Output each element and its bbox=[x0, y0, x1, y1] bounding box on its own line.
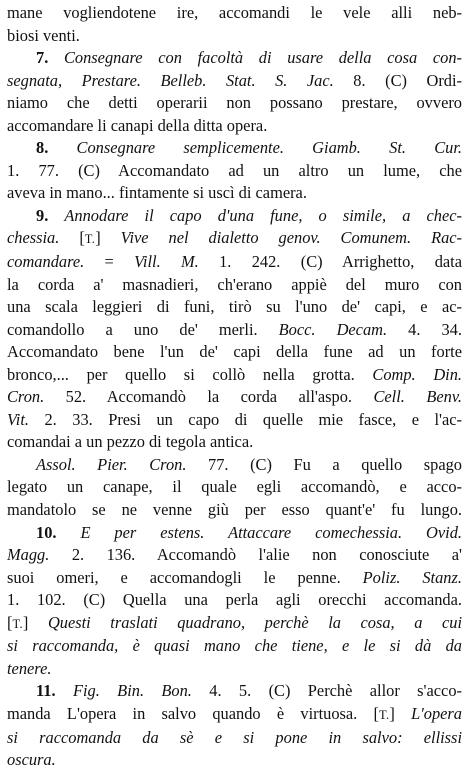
text-run: una scala leggieri di funi, tirò su l'uno de' capi, e ac- bbox=[7, 297, 462, 317]
text-run: si raccomanda da sè e si pone in salvo: ellissi bbox=[7, 727, 462, 747]
text-line bbox=[7, 296, 462, 319]
text-run: 4. 5. (C) Perchè allor s'acco- bbox=[191, 681, 462, 701]
text-run: T. bbox=[84, 232, 96, 247]
text-run: biosi venti. bbox=[7, 25, 80, 45]
text-line bbox=[7, 409, 462, 432]
text-run: Questi traslati quadrano, perchè la cosa, a cui bbox=[47, 612, 462, 632]
text-line bbox=[7, 251, 462, 274]
entry-heading-8 bbox=[7, 137, 462, 160]
text-run: 8. (C) Ordi- bbox=[333, 70, 462, 90]
text-run: [ bbox=[7, 612, 13, 632]
text-run: bronco,... per quello si collò nella grotta. bbox=[7, 364, 373, 384]
text-line bbox=[7, 115, 462, 138]
text-line bbox=[7, 612, 462, 636]
text-run: mane vogliendotene ire, accomandi le vele alli neb- bbox=[7, 3, 462, 22]
text-run: 77. (C) Fu a quello spago bbox=[186, 454, 462, 474]
text-run: Cron. bbox=[7, 387, 45, 407]
text-run: Magg. bbox=[7, 545, 50, 565]
text-line bbox=[7, 25, 462, 48]
text-run: 11. bbox=[36, 681, 73, 701]
text-run: ] bbox=[95, 228, 121, 248]
text-run: la corda a' masnadieri, ch'erano appiè del muro con bbox=[7, 274, 462, 294]
text-line bbox=[7, 227, 462, 251]
text-run: segnata, Prestare. Belleb. Stat. S. Jac. bbox=[7, 70, 334, 90]
text-run: 9. bbox=[36, 205, 65, 225]
text-run: legato un canape, il quale egli accomandò, e acco- bbox=[7, 477, 462, 497]
text-line bbox=[7, 2, 462, 25]
text-run: 4. 34. bbox=[387, 319, 462, 339]
entry-heading-7 bbox=[7, 47, 462, 70]
text-run: 1. 242. (C) Arrighetto, data bbox=[198, 252, 462, 272]
text-run: mandatolo se ne venne giù per esso quant'e' fu lungo. bbox=[7, 500, 462, 520]
text-run: ] bbox=[22, 612, 48, 632]
text-run: 10. bbox=[36, 522, 81, 542]
text-line bbox=[7, 274, 462, 297]
text-run: comandollo a uno de' merli. bbox=[7, 319, 279, 339]
text-run: 8. bbox=[36, 138, 77, 158]
text-line bbox=[7, 341, 462, 364]
entry-heading-9 bbox=[7, 205, 462, 228]
text-run: manda L'opera in salvo quando è virtuosa. [ bbox=[7, 703, 379, 723]
text-line bbox=[7, 567, 462, 590]
text-run: Assol. Pier. Cron. bbox=[36, 454, 187, 474]
text-run: chessia. bbox=[7, 228, 60, 248]
text-run: Annodare il capo d'una fune, o simile, a chec- bbox=[64, 205, 462, 225]
text-run: accomandare li canapi della ditta opera. bbox=[7, 115, 268, 135]
text-run: Poliz. Stanz. bbox=[362, 567, 462, 587]
text-line bbox=[7, 70, 462, 93]
text-line bbox=[7, 431, 462, 454]
text-run: [ bbox=[59, 228, 85, 248]
text-run: Accomandato bene l'un de' capi della fune ad un forte bbox=[7, 342, 462, 362]
text-run: 1. 77. (C) Accomandato ad un altro un lume, che bbox=[7, 160, 462, 180]
text-run: Vill. M. bbox=[134, 252, 199, 272]
text-run: oscura. bbox=[7, 750, 56, 770]
text-run: 1. 102. (C) Quella una perla agli orecchi accomanda. bbox=[7, 590, 462, 610]
text-run: Consegnare con facoltà di usare della cosa con- bbox=[63, 48, 462, 68]
text-line bbox=[7, 749, 462, 772]
text-run: si raccomanda, è quasi mano che tiene, e le si dà da bbox=[7, 636, 462, 656]
text-line bbox=[7, 589, 462, 612]
text-line bbox=[7, 160, 462, 183]
text-line bbox=[7, 727, 462, 750]
text-line bbox=[7, 499, 462, 522]
text-run: 2. 136. Accomandò l'alie non conosciute a' bbox=[49, 545, 462, 565]
text-run: aveva in mano... fintamente si uscì di camera. bbox=[7, 183, 307, 203]
text-line bbox=[7, 544, 462, 567]
text-run: comandare. bbox=[7, 252, 85, 272]
text-run: Comp. Din. bbox=[372, 364, 462, 384]
entry-heading-10 bbox=[7, 522, 462, 545]
text-run: Vit. bbox=[7, 409, 30, 429]
entry-heading-11 bbox=[7, 680, 462, 703]
text-line bbox=[7, 635, 462, 658]
text-run: 52. Accomandò la corda all'aspo. bbox=[44, 387, 374, 407]
text-run: Vive nel dialetto genov. Comunem. Rac- bbox=[120, 228, 462, 248]
text-run: Consegnare semplicemente. Giamb. St. Cur. bbox=[76, 138, 462, 158]
text-run: ] bbox=[389, 703, 412, 723]
text-run: niamo che detti operarii non possano prestare, ovvero bbox=[7, 93, 462, 113]
text-run: T. bbox=[378, 707, 390, 722]
text-line bbox=[7, 182, 462, 205]
text-run: comandai a un pezzo di tegola antica. bbox=[7, 432, 254, 452]
text-line bbox=[7, 476, 462, 499]
text-line bbox=[7, 658, 462, 681]
text-line bbox=[7, 92, 462, 115]
text-run: E per estens. Attaccare comechessia. Ovid. bbox=[80, 522, 462, 542]
text-run: Fig. Bin. Bon. bbox=[72, 681, 192, 701]
text-line bbox=[7, 386, 462, 409]
text-line bbox=[7, 703, 462, 727]
text-run: tenere. bbox=[7, 658, 52, 678]
text-run: 7. bbox=[36, 48, 64, 68]
text-run: 2. 33. Presi un capo di quelle mie fasce, e l'ac- bbox=[29, 409, 462, 429]
text-run: Bocc. Decam. bbox=[278, 319, 388, 339]
text-run: suoi omeri, e accomandogli le penne. bbox=[7, 567, 363, 587]
text-line bbox=[7, 364, 462, 387]
text-run: L'opera bbox=[411, 703, 462, 723]
text-line bbox=[7, 319, 462, 342]
text-run: T. bbox=[12, 616, 23, 631]
text-run: = bbox=[84, 252, 135, 272]
text-line bbox=[7, 454, 462, 477]
text-run: Cell. Benv. bbox=[373, 387, 462, 407]
